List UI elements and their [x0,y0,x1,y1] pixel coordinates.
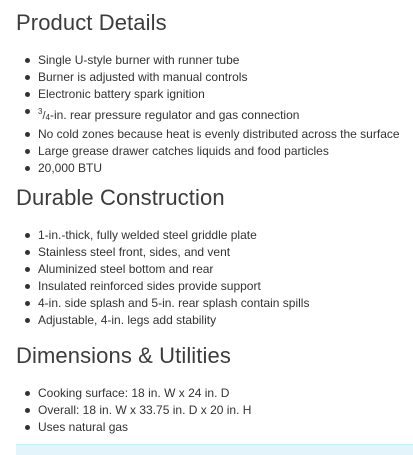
list-item: Overall: 18 in. W x 33.75 in. D x 20 in. H [24,402,251,419]
list-item: Electronic battery spark ignition [24,86,400,103]
list-item: No cold zones because heat is evenly distributed across the surface [24,126,400,143]
bullet-icon [25,425,30,430]
list-item: Burner is adjusted with manual controls [24,69,400,86]
dimensions-utilities-list [0,385,251,436]
durable-construction-list [0,227,309,329]
list-item: Aluminized steel bottom and rear [24,261,309,278]
bullet-icon [25,408,30,413]
list-item: 4-in. side splash and 5-in. rear splash contain spills [24,295,309,312]
bullet-icon [25,233,30,238]
bullet-icon [25,301,30,306]
bullet-icon [25,132,30,137]
bullet-icon [25,318,30,323]
bullet-icon [25,75,30,80]
bullet-icon [25,267,30,272]
bullet-icon [25,166,30,171]
section-title-dimensions-utilities: Dimensions & Utilities [16,343,231,368]
list-item: Large grease drawer catches liquids and food particles [24,143,400,160]
bullet-icon [25,250,30,255]
fraction-numerator: 3 [38,107,43,116]
list-item: $^3$/4-in. rear pressure regulator and gas connection [24,103,400,126]
list-item: Uses natural gas [24,419,251,436]
list-item: Stainless steel front, sides, and vent [24,244,309,261]
list-item: Adjustable, 4-in. legs add stability [24,312,309,329]
bullet-icon [25,109,30,114]
list-item: Cooking surface: 18 in. W x 24 in. D [24,385,251,402]
bullet-icon [25,58,30,63]
bullet-icon [25,284,30,289]
section-title-durable-construction: Durable Construction [16,185,225,210]
section-title-product-details: Product Details [16,10,167,35]
list-item: 1-in.-thick, fully welded steel griddle plate [24,227,309,244]
list-item: Single U-style burner with runner tube [24,52,400,69]
bullet-icon [25,391,30,396]
list-item: Insulated reinforced sides provide support [24,278,309,295]
bullet-icon [25,92,30,97]
bullet-icon [25,149,30,154]
fraction-denominator: 4 [45,113,50,122]
product-details-list [0,52,400,177]
list-item: 20,000 BTU [24,160,400,177]
fraction-slash: / [42,110,46,122]
